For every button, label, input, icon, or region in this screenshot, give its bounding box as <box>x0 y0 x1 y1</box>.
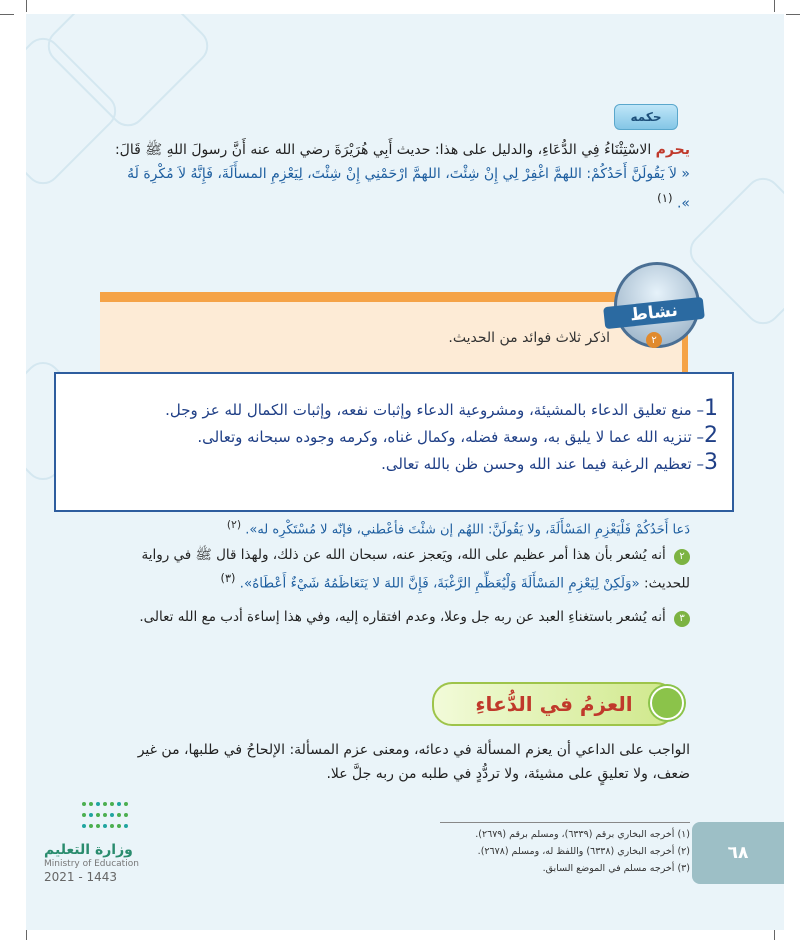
point-number: ٢ <box>674 549 690 565</box>
ministry-name-en: Ministry of Education <box>44 859 139 869</box>
point-text: أنه يُشعر بأن هذا أمر عظيم على الله، ويَعجز عنه، سبحان الله عن ذلك، ولهذا قال ﷺ في رواية للحديث: <box>141 547 690 592</box>
answer-text: تعظيم الرغبة فيما عند الله وحسن ظن بالله تعالى. <box>381 455 692 473</box>
answer-number: 1 <box>704 396 718 421</box>
footnote: (١) أخرجه البخاري برقم (٦٣٣٩)، ومسلم برقم (٢٦٧٩). <box>475 829 690 840</box>
footnote: (٣) أخرجه مسلم في الموضع السابق. <box>542 863 690 874</box>
page-number: ٦٨ <box>692 822 784 884</box>
footnote-ref: (٢) <box>226 518 242 531</box>
ministry-logo-icon <box>82 802 128 832</box>
activity-prompt: اذكر ثلاث فوائد من الحديث. <box>448 330 610 346</box>
answer-box <box>54 372 734 512</box>
flower-ornament-icon <box>650 686 684 720</box>
answer-text: منع تعليق الدعاء بالمشيئة، ومشروعية الدعاء وإثبات نفعه، وإثبات الكمال لله عز وجل. <box>165 401 692 419</box>
section-body: الواجب على الداعي أن يعزم المسألة في دعائه، ومعنى عزم المسألة: الإلحاحُ في طلبها، من غير ضعف، ولا تعليقٍ على مشيئة، ولا تردُّدٍ في طلبه من ربه جلَّ علا. <box>137 742 690 782</box>
activity-badge-number: ٢ <box>646 332 662 348</box>
answer-item: 1– منع تعليق الدعاء بالمشيئة، ومشروعية الدعاء وإثبات نفعه، وإثبات الكمال لله عز وجل. <box>165 396 718 421</box>
point-text: أنه يُشعر باستغناءِ العبد عن ربه جل وعلا، وعدم افتقاره إليه، وفي هذا إساءة أدب مع الله تعالى. <box>139 609 666 625</box>
hadith-quote: « لاَ يَقُولَنَّ أَحَدُكُمْ: اللهمَّ اغْفِرْ لِي إِنْ شِئْتَ، اللهمَّ ارْحَمْنِي إِنْ شِئْتَ، لِيَعْزِمِ المسأَلَةَ، فَإِنَّهُ لاَ مُكْرِهَ لَهُ ». <box>127 166 690 212</box>
continuation-text: دَعا أَحَدُكُمْ فَلْيَعْزِمِ المَسْأَلَةَ، ولا يَقُولَنَّ: اللهُم إن شئْتَ فأعْطني، فإنّه لا مُسْتَكْرِه له». <box>245 522 690 538</box>
answer-text: تنزيه الله عما لا يليق به، وسعة فضله، وكمال غناه، وكرمه وجوده سبحانه وتعالى. <box>197 428 692 446</box>
footnotes <box>420 826 690 877</box>
continuation-line <box>150 518 690 537</box>
footnote: (٢) أخرجه البخاري (٦٣٣٨) واللفظ له، ومسلم (٢٦٧٨). <box>477 846 690 857</box>
point-number: ٣ <box>674 611 690 627</box>
answer-number: 2 <box>704 423 718 448</box>
ruling-paragraph <box>110 138 690 216</box>
hikma-badge: حكمه <box>614 104 678 130</box>
footnote-ref: (١) <box>657 191 673 205</box>
section-title: العزمُ في الدُّعاءِ <box>475 692 633 716</box>
point-item <box>120 544 690 596</box>
crop-mark <box>26 0 27 12</box>
activity-badge-label: نشاط <box>603 297 705 329</box>
answer-item: 2– تنزيه الله عما لا يليق به، وسعة فضله، وكمال غناه، وكرمه وجوده سبحانه وتعالى. <box>197 423 718 448</box>
ruling-lead: يحرم <box>655 142 690 158</box>
answer-item: 3– تعظيم الرغبة فيما عند الله وحسن ظن بالله تعالى. <box>381 450 718 475</box>
crop-mark <box>786 14 800 15</box>
edition-year: 2021 - 1443 <box>44 870 118 884</box>
footnote-ref: (٣) <box>220 572 236 585</box>
crop-mark <box>774 0 775 12</box>
crop-mark <box>0 14 14 15</box>
ruling-text: الاسْتِثْنَاءُ فِي الدُّعَاءِ، والدليل على هذا: حديث أَبِي هُرَيْرَةَ رضي الله عنه أَنَّ رسولَ اللهِ ﷺ قَالَ: <box>114 142 652 158</box>
section-title-banner <box>432 682 676 726</box>
point-item <box>120 606 690 629</box>
hadith-quote: «وَلَكِنْ لِيَعْزِمِ المَسْأَلَةَ وَلْيُعَظِّمِ الرَّغْبَةَ، فَإِنَّ اللهَ لا يَتَعَاظَمُهُ شَيْءٌ أَعْطَاهُ». <box>239 575 640 592</box>
answer-number: 3 <box>704 450 718 475</box>
footnote-divider <box>440 822 690 823</box>
ministry-name-ar: وزارة التعليم <box>44 842 133 858</box>
